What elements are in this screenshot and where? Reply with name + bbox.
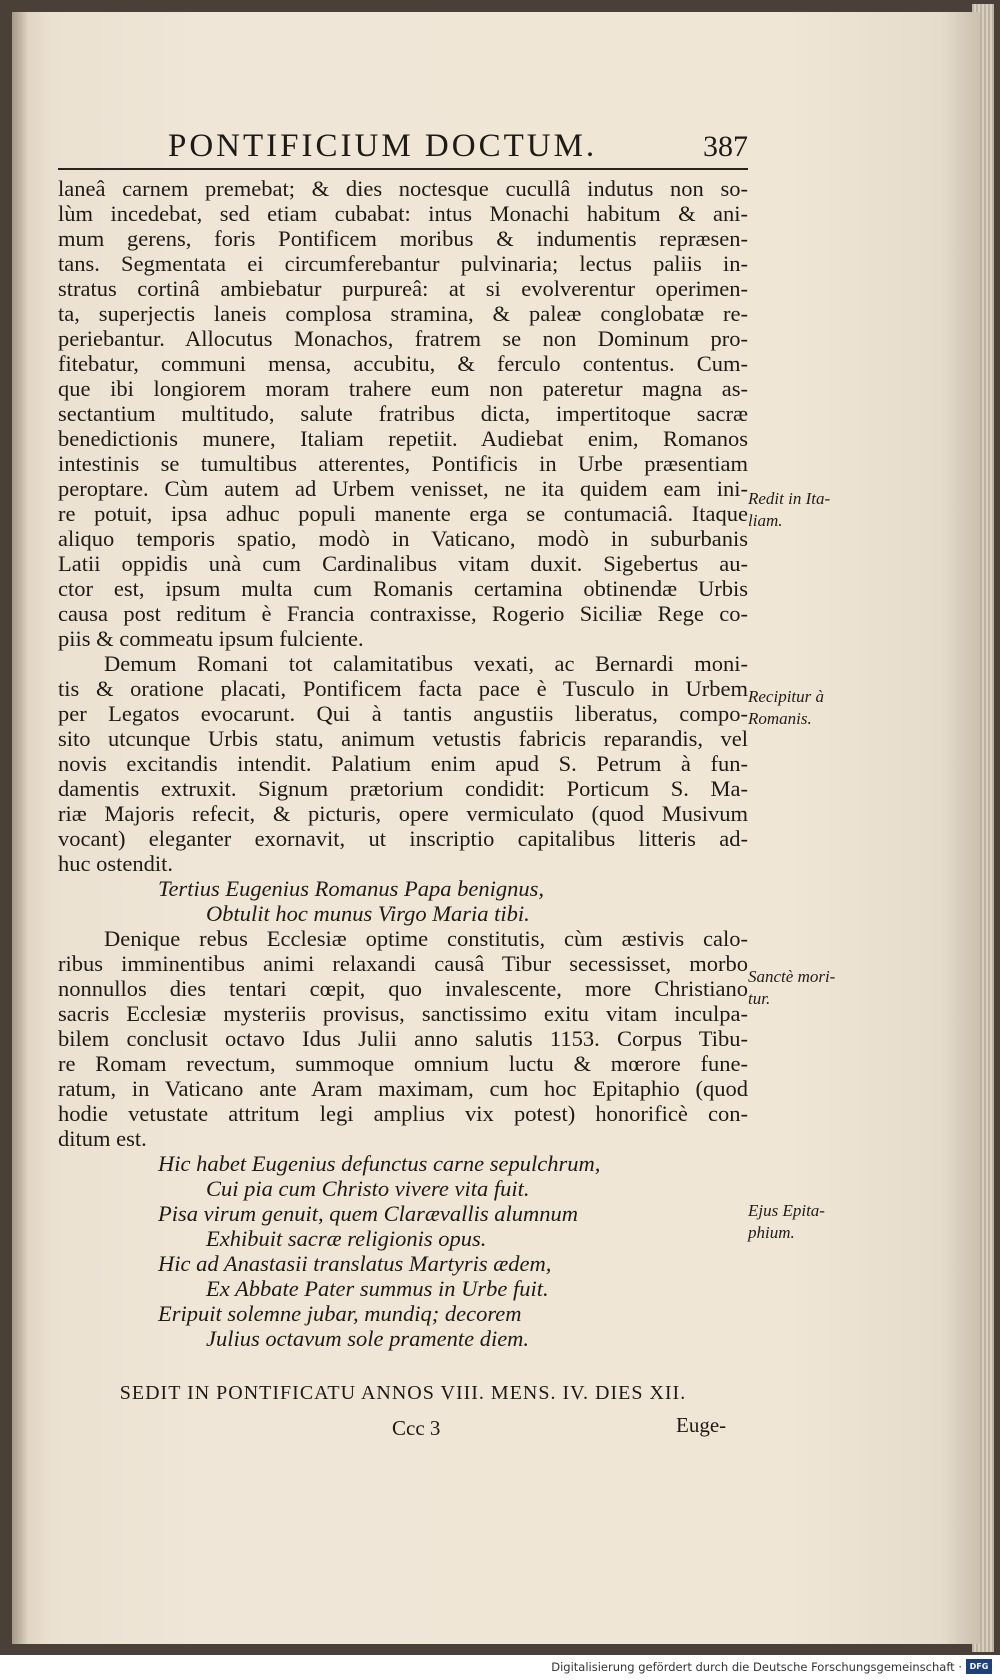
dfg-logo: DFG [966, 1659, 992, 1674]
margin-note-epitaphium [748, 1200, 848, 1244]
verse-line: Pisa virum genuit, quem Clarævallis alumnum [158, 1201, 578, 1226]
running-head [58, 128, 748, 172]
paragraph-1 [58, 176, 748, 651]
running-head-title: PONTIFICIUM DOCTUM. [168, 128, 598, 164]
text-line: peroptare. Cùm autem ad Urbem venisset, ne ita quidem eam ini- [58, 476, 748, 501]
text-line: aliquo temporis spatio, modò in Vaticano, modò in suburbanis [58, 526, 748, 551]
text-line: tans. Segmentata ei circumferebantur pulvinaria; lectus paliis in- [58, 251, 748, 276]
inscription-verse [58, 876, 748, 926]
text-line: nonnullos dies tentari cœpit, quo invalescente, more Christiano [58, 976, 748, 1001]
margin-note-redit [748, 488, 848, 532]
text-line: per Legatos evocarunt. Qui à tantis angustiis liberatus, compo- [58, 701, 748, 726]
text-line: laneâ carnem premebat; & dies noctesque cucullâ indutus non so- [58, 176, 748, 201]
catchword: Euge- [676, 1413, 727, 1437]
text-line: causa post reditum è Francia contraxisse, Rogerio Siciliæ Rege co- [58, 601, 748, 626]
verse-line: Exhibuit sacræ religionis opus. [206, 1226, 487, 1251]
verse-line: Obtulit hoc munus Virgo Maria tibi. [206, 901, 530, 926]
text-line: sacris Ecclesiæ mysteriis provisus, sanctissimo exitu vitam inculpa- [58, 1001, 748, 1026]
margin-note-recipitur [748, 686, 848, 730]
text-line: ta, superjectis laneis complosa stramina, & paleæ conglobatæ re- [58, 301, 748, 326]
margin-note-line: Redit in Ita- [748, 489, 831, 508]
text-line: sito utcunque Urbis statu, animum vetustis fabricis reparandis, vel [58, 726, 748, 751]
margin-note-line: liam. [748, 511, 783, 530]
text-line: sectantium multitudo, salute fratribus dicta, impertitoque sacræ [58, 401, 748, 426]
epitaph-verse [58, 1151, 748, 1351]
text-line: benedictionis munere, Italiam repetiit. Audiebat enim, Romanos [58, 426, 748, 451]
verse-line: Julius octavum sole pramente diem. [206, 1326, 530, 1351]
text-line: riæ Majoris refecit, & picturis, opere vermiculato (quod Musivum [58, 801, 748, 826]
margin-note-line: Recipitur à [748, 687, 825, 706]
text-line: vocant) eleganter exornavit, ut inscriptio capitalibus litteris ad- [58, 826, 748, 851]
text-line: novis excitandis intendit. Palatium enim apud S. Petrum à fun- [58, 751, 748, 776]
verse-line: Eripuit solemne jubar, mundiq; decorem [158, 1301, 522, 1326]
margin-note-line: phium. [748, 1223, 795, 1242]
text-line: damentis extruxit. Signum prætorium condidit: Porticum S. Ma- [58, 776, 748, 801]
gutter-shadow [12, 12, 28, 1644]
text-line: ctor est, ipsum multa cum Romanis certamina obtinendæ Urbis [58, 576, 748, 601]
margin-note-line: Ejus Epita- [748, 1201, 825, 1220]
paragraph-2 [58, 651, 748, 876]
text-line: tis & oratione placati, Pontificem facta pace è Tusculo in Urbem [58, 676, 748, 701]
text-line: ditum est. [58, 1126, 147, 1151]
pontificate-duration: SEDIT IN PONTIFICATU ANNOS VIII. MENS. IV. DIES XII. [119, 1382, 687, 1404]
verse-line: Cui pia cum Christo vivere vita fuit. [206, 1176, 530, 1201]
text-line: re Romam revectum, summoque omnium luctu & mœrore fune- [58, 1051, 748, 1076]
text-line: lùm incedebat, sed etiam cubabat: intus Monachi habitum & ani- [58, 201, 748, 226]
footer-credit: Digitalisierung gefördert durch die Deutsche Forschungsgemeinschaft · [551, 1660, 962, 1674]
text-line: periebantur. Allocutus Monachos, fratrem se non Dominum pro- [58, 326, 748, 351]
verse-line: Hic habet Eugenius defunctus carne sepulchrum, [158, 1151, 601, 1176]
paragraph-3 [58, 926, 748, 1151]
text-line: hodie vetustate attritum legi amplius vix potest) honorificè con- [58, 1101, 748, 1126]
text-line: piis & commeatu ipsum fulciente. [58, 626, 364, 651]
text-line: ribus imminentibus animi relaxandi causâ Tibur secessisset, morbo [58, 951, 748, 976]
verse-line: Hic ad Anastasii translatus Martyris ædem, [158, 1251, 552, 1276]
text-line: bilem conclusit octavo Idus Julii anno salutis 1153. Corpus Tibu- [58, 1026, 748, 1051]
main-text [58, 176, 748, 1351]
text-line: mum gerens, foris Pontificem moribus & indumentis repræsen- [58, 226, 748, 251]
header-rule [58, 168, 748, 170]
text-line: ratum, in Vaticano ante Aram maximam, cum hoc Epitaphio (quod [58, 1076, 748, 1101]
text-line: huc ostendit. [58, 851, 173, 876]
margin-note-line: tur. [748, 989, 771, 1008]
text-line: re potuit, ipsa adhuc populi manente erga se contumaciâ. Itaque [58, 501, 748, 526]
margin-note-moritur [748, 966, 848, 1010]
text-line: fitebatur, communi mensa, accubitu, & ferculo contentus. Cum- [58, 351, 748, 376]
page-number: 387 [703, 130, 748, 163]
text-line: Denique rebus Ecclesiæ optime constitutis, cùm æstivis calo- [104, 926, 748, 951]
text-line: Latii oppidis unà cum Cardinalibus vitam duxit. Sigebertus au- [58, 551, 748, 576]
footer-bar [0, 1655, 1000, 1680]
signature-mark: Ccc 3 [392, 1416, 441, 1440]
text-line: stratus cortinâ ambiebatur purpureâ: at si evolverentur operimen- [58, 276, 748, 301]
margin-note-line: Romanis. [748, 709, 812, 728]
text-line: intestinis se tumultibus atterentes, Pontificis in Urbe præsentiam [58, 451, 748, 476]
verse-line: Ex Abbate Pater summus in Urbe fuit. [206, 1276, 549, 1301]
margin-note-line: Sanctè mori- [748, 967, 836, 986]
verse-line: Tertius Eugenius Romanus Papa benignus, [158, 876, 545, 901]
text-line: Demum Romani tot calamitatibus vexati, ac Bernardi moni- [104, 651, 748, 676]
text-line: que ibi longiorem moram trahere eum non pateretur magna as- [58, 376, 748, 401]
